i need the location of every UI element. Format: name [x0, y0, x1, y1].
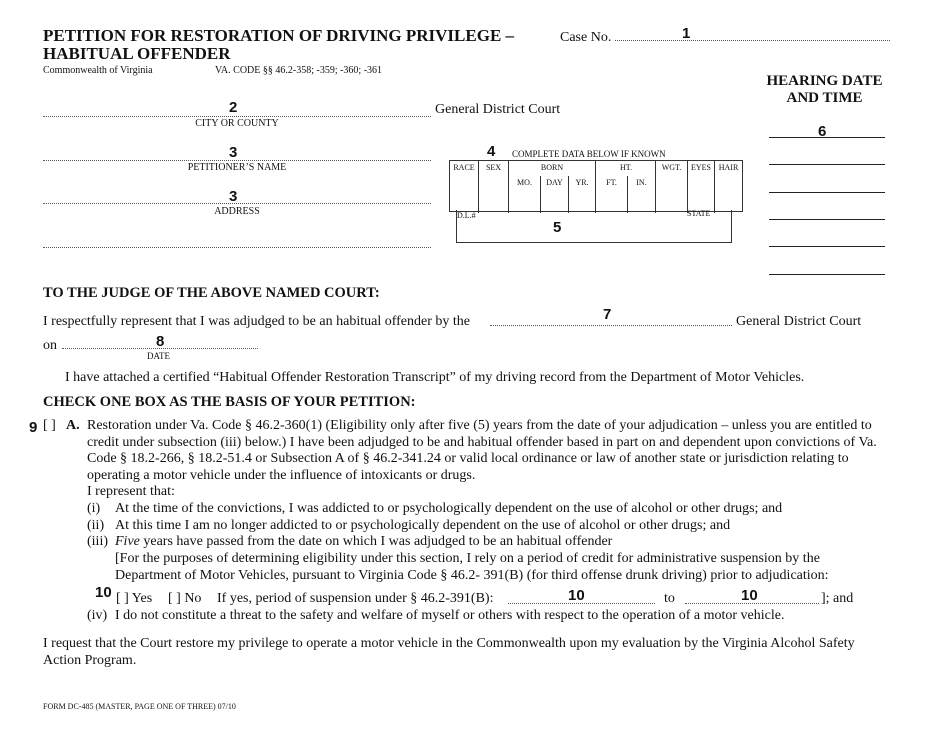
form-title-line1: PETITION FOR RESTORATION OF DRIVING PRIVILEGE – — [43, 26, 515, 45]
general-district-court-label: General District Court — [435, 102, 561, 117]
hearing-title-line1: HEARING DATE — [766, 73, 883, 89]
hearing-line-2[interactable] — [769, 164, 885, 165]
hearing-line-1[interactable] — [769, 137, 885, 138]
wgt-cell[interactable] — [656, 161, 688, 213]
item-i-text: At the time of the convictions, I was addicted to or psychologically dependent on the use of alcohol or other drugs; and — [115, 501, 783, 516]
represent-text: I respectfully represent that I was adjudged to be an habitual offender by the — [43, 314, 470, 329]
suspension-to-marker: 10 — [741, 587, 758, 604]
city-marker: 2 — [229, 99, 238, 116]
ft-label: FT. — [606, 178, 617, 187]
data-table-caption: COMPLETE DATA BELOW IF KNOWN — [512, 149, 666, 159]
date-marker: 8 — [156, 333, 165, 350]
case-no-field[interactable] — [615, 40, 890, 41]
hearing-line-5[interactable] — [769, 246, 885, 247]
item-iii-note-line-2: Department of Motor Vehicles, pursuant to Virginia Code § 46.2- 391(B) (for third offense drunk driving) prior to adjudication: — [115, 567, 829, 583]
option-a-line-4: operating a motor vehicle under the influence of intoxicants or drugs. — [87, 467, 476, 483]
dl-label: D.L.# — [457, 211, 476, 220]
item-iii-text — [115, 534, 612, 551]
dl-marker: 5 — [553, 219, 562, 236]
case-no-marker: 1 — [682, 25, 691, 42]
born-day-cell[interactable] — [541, 176, 569, 213]
eyes-label: EYES — [691, 163, 711, 172]
data-table — [449, 160, 743, 212]
hearing-title-line2: AND TIME — [786, 90, 863, 106]
yr-label: YR. — [575, 178, 589, 187]
item-ii-text: At this time I am no longer addicted to or psychologically dependent on the use of alcohol or other drugs; and — [115, 518, 731, 533]
sex-cell[interactable] — [479, 161, 509, 213]
to-label: to — [664, 591, 675, 606]
dl-box[interactable] — [456, 210, 732, 243]
yesno-marker: 10 — [95, 584, 112, 601]
attached-text: I have attached a certified “Habitual Offender Restoration Transcript” of my driving record from the Department of Motor Vehicles. — [65, 370, 805, 385]
option-a-checkbox[interactable]: [ ] — [43, 418, 56, 433]
in-label: IN. — [636, 178, 647, 187]
item-ii-num: (ii) — [87, 518, 105, 533]
if-yes-text: If yes, period of suspension under § 46.2-391(B): — [217, 591, 494, 606]
address-marker: 3 — [229, 188, 238, 205]
case-no-label: Case No. — [560, 30, 612, 45]
item-iii-note-line-1: [For the purposes of determining eligibility under this section, I rely on a period of credit for administrative suspension by the — [115, 551, 820, 566]
request-line-1: I request that the Court restore my privilege to operate a motor vehicle in the Commonwealth upon my evaluation by the Virginia Alcohol Safety — [43, 636, 855, 651]
petitioner-name-field[interactable] — [43, 160, 431, 161]
date-label: DATE — [147, 351, 170, 361]
commonwealth-label: Commonwealth of Virginia — [43, 65, 153, 76]
data-table-marker: 4 — [487, 143, 496, 160]
hearing-title — [762, 73, 887, 107]
hair-label: HAIR — [718, 163, 739, 172]
adjudging-court-field[interactable] — [490, 325, 732, 326]
option-a-line-1: Restoration under Va. Code § 46.2-360(1) (Eligibility only after five (5) years from the date of your adjudication – unless you are entitled to — [87, 418, 872, 433]
option-a-line-2: credit under subsection (iii) below.) I have been adjudged to be and habitual offender based in part on and dependent upon convictions of Va. — [87, 434, 877, 450]
va-code-label: VA. CODE §§ 46.2-358; -359; -360; -361 — [215, 65, 383, 76]
suspension-from-marker: 10 — [568, 587, 585, 604]
on-label: on — [43, 338, 57, 353]
ht-label: HT. — [619, 163, 633, 172]
suspension-end: ]; and — [821, 591, 854, 606]
option-a-line-3: Code § 18.2-266, § 18.2-51.4 or Subsection A of § 46.2-341.24 or valid local ordinance or law of another state or jurisdiction relating to — [87, 451, 849, 466]
hearing-line-3[interactable] — [769, 192, 885, 193]
mo-label: MO. — [517, 178, 532, 187]
wgt-label: WGT. — [661, 163, 682, 172]
hearing-line-4[interactable] — [769, 219, 885, 220]
address-field-1[interactable] — [43, 203, 431, 204]
represent-that: I represent that: — [87, 484, 175, 499]
request-paragraph — [43, 636, 923, 669]
adjudging-court-suffix: General District Court — [736, 314, 862, 329]
city-field[interactable] — [43, 116, 431, 117]
form-title-line2: HABITUAL OFFENDER — [43, 44, 231, 63]
item-i-num: (i) — [87, 501, 101, 516]
option-a-paragraph — [87, 418, 917, 501]
born-label: BORN — [540, 163, 564, 172]
form-title — [43, 27, 514, 63]
petitioner-name-marker: 3 — [229, 144, 238, 161]
hearing-marker: 6 — [818, 123, 827, 140]
yes-checkbox[interactable]: [ ] Yes — [116, 591, 153, 606]
basis-marker: 9 — [29, 419, 38, 436]
race-cell[interactable] — [450, 161, 479, 213]
no-checkbox[interactable]: [ ] No — [168, 591, 202, 606]
ht-ft-cell[interactable] — [596, 176, 628, 213]
address-label: ADDRESS — [214, 206, 260, 217]
item-iii-rest: years have passed from the date on which I was adjudged to be an habitual offender — [139, 534, 613, 549]
option-a-letter: A. — [66, 418, 80, 433]
item-iii-note — [115, 551, 829, 584]
request-line-2: Action Program. — [43, 652, 137, 668]
state-label: STATE — [687, 209, 711, 218]
form-number: FORM DC-485 (MASTER, PAGE ONE OF THREE) 07/10 — [43, 702, 236, 711]
basis-heading: CHECK ONE BOX AS THE BASIS OF YOUR PETITION: — [43, 394, 416, 410]
ht-in-cell[interactable] — [628, 176, 656, 213]
sex-label: SEX — [485, 163, 502, 172]
day-label: DAY — [546, 178, 563, 187]
race-label: RACE — [453, 163, 475, 172]
adjudging-court-marker: 7 — [603, 306, 612, 323]
address-field-2[interactable] — [43, 247, 431, 248]
judge-heading: TO THE JUDGE OF THE ABOVE NAMED COURT: — [43, 285, 380, 301]
born-mo-cell[interactable] — [509, 176, 541, 213]
petitioner-name-label: PETITIONER’S NAME — [187, 162, 287, 173]
hearing-line-6[interactable] — [769, 274, 885, 275]
eyes-cell[interactable] — [688, 161, 715, 213]
item-iv-text: I do not constitute a threat to the safety and welfare of myself or others with respect to the operation of a motor vehicle. — [115, 608, 785, 623]
item-iv-num: (iv) — [87, 608, 108, 623]
born-yr-cell[interactable] — [569, 176, 596, 213]
five-italic: Five — [115, 534, 140, 549]
item-iii-num: (iii) — [87, 534, 108, 549]
city-label: CITY OR COUNTY — [195, 118, 279, 129]
